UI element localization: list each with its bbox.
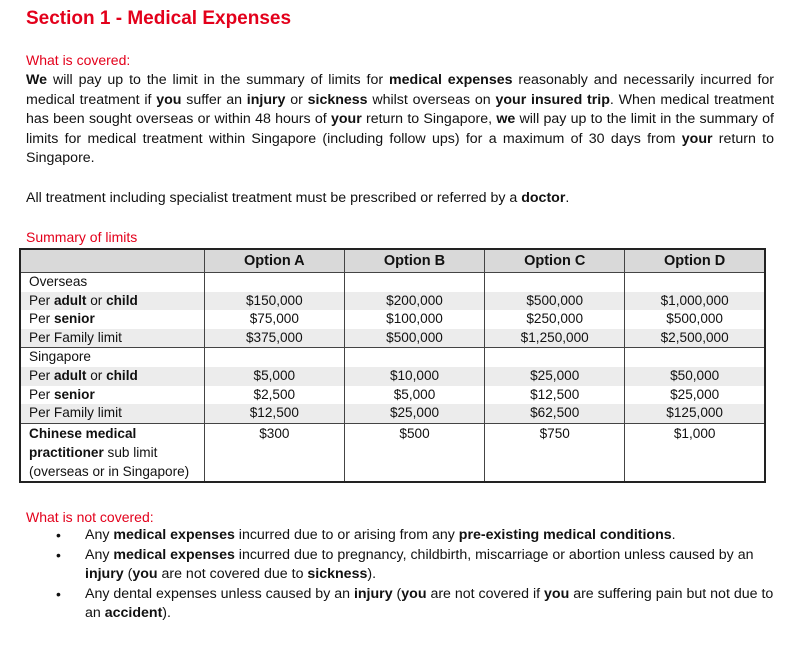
- column-header: [20, 249, 204, 273]
- row-label: [20, 292, 204, 311]
- text-run: Per Family limit: [29, 329, 122, 345]
- text-run: Singapore: [29, 349, 91, 365]
- table-row: [20, 273, 765, 292]
- limit-value: $5,000: [344, 386, 484, 405]
- bold-term: Chinese medical practitioner: [29, 425, 137, 460]
- row-label: [20, 329, 204, 348]
- list-item: [26, 546, 786, 585]
- column-header: Option B: [344, 249, 484, 273]
- bold-term: your insured trip: [495, 91, 610, 108]
- text-run: Per: [29, 292, 54, 308]
- table-body: [20, 273, 765, 482]
- limit-value: $50,000: [625, 367, 765, 386]
- list-item: [26, 585, 786, 624]
- limit-value: $75,000: [204, 310, 344, 329]
- row-label: [20, 310, 204, 329]
- text-run: Per Family limit: [29, 405, 122, 421]
- limit-value: $1,000: [625, 423, 765, 482]
- row-label: [20, 273, 204, 292]
- list-item: [26, 526, 786, 546]
- text-run: return to Singapore,: [361, 111, 497, 128]
- row-label: [20, 367, 204, 386]
- limit-value: [625, 348, 765, 367]
- text-run: or: [285, 91, 308, 108]
- limit-value: $2,500,000: [625, 329, 765, 348]
- bullet-icon: •: [56, 585, 61, 602]
- limit-value: $500,000: [485, 292, 625, 311]
- covered-paragraph: [26, 71, 774, 169]
- limit-value: $12,500: [204, 404, 344, 423]
- limit-value: $1,250,000: [485, 329, 625, 348]
- limit-value: $2,500: [204, 386, 344, 405]
- limit-value: $375,000: [204, 329, 344, 348]
- row-label: [20, 423, 204, 482]
- text-run: whilst overseas on: [367, 91, 496, 108]
- bold-term: sickness: [307, 566, 368, 583]
- bold-term: your: [681, 130, 713, 147]
- bullet-icon: •: [56, 527, 61, 543]
- text-run: Per: [29, 386, 54, 402]
- text-run: (: [392, 585, 402, 602]
- text-run: are not covered due to: [157, 566, 308, 583]
- text-run: (: [123, 566, 133, 583]
- column-header: Option D: [625, 249, 765, 273]
- text-run: Any: [85, 546, 114, 563]
- table-row: [20, 310, 765, 329]
- limit-value: $10,000: [344, 367, 484, 386]
- limit-value: $100,000: [344, 310, 484, 329]
- bold-term: adult: [53, 292, 87, 308]
- table-row: [20, 329, 765, 348]
- limit-value: $25,000: [485, 367, 625, 386]
- text-run: All treatment including specialist treatment must be prescribed or referred by a: [26, 190, 522, 206]
- bold-term: medical expenses: [113, 546, 235, 563]
- table-row: [20, 348, 765, 367]
- table-row: [20, 367, 765, 386]
- bold-term: injury: [353, 585, 393, 602]
- not-covered-list: [26, 526, 786, 624]
- summary-of-limits-heading: Summary of limits: [26, 229, 138, 245]
- bold-term: injury: [246, 91, 286, 108]
- bold-term: sickness: [307, 91, 368, 108]
- limit-value: $250,000: [485, 310, 625, 329]
- bold-term: We: [26, 72, 48, 88]
- bold-term: pre-existing medical conditions: [458, 527, 672, 543]
- table-row: [20, 292, 765, 311]
- bold-term: you: [401, 585, 427, 602]
- bold-term: senior: [53, 386, 95, 402]
- what-is-covered-heading: What is covered:: [26, 52, 131, 68]
- row-label: [20, 404, 204, 423]
- bold-term: you: [156, 91, 182, 108]
- text-run: .: [671, 527, 676, 543]
- bold-term: we: [496, 111, 516, 128]
- table-header-row: [20, 249, 765, 273]
- text-run: are suffering pain but not due to an: [85, 585, 774, 622]
- limit-value: [344, 348, 484, 367]
- section-title: Section 1 - Medical Expenses: [26, 8, 292, 29]
- column-header: Option C: [485, 249, 625, 273]
- limit-value: [485, 273, 625, 292]
- text-run: ).: [367, 566, 377, 583]
- text-run: sub limit (overseas or in Singapore): [29, 444, 190, 479]
- table-row: [20, 423, 765, 482]
- bold-term: child: [106, 292, 138, 308]
- text-run: reasonably and necessarily incurred for medical treatment if: [26, 72, 775, 108]
- column-header: Option A: [204, 249, 344, 273]
- bold-term: injury: [85, 566, 124, 583]
- bold-term: you: [544, 585, 570, 602]
- bold-term: child: [106, 367, 138, 383]
- limit-value: $25,000: [344, 404, 484, 423]
- table-row: [20, 404, 765, 423]
- text-run: . When medical treatment has been sought overseas or within 48 hours of: [26, 91, 775, 128]
- text-run: return to Singapore.: [26, 130, 774, 167]
- bold-term: you: [132, 566, 158, 583]
- limit-value: $125,000: [625, 404, 765, 423]
- limit-value: [344, 273, 484, 292]
- row-label: [20, 386, 204, 405]
- bold-term: medical expenses: [113, 527, 235, 543]
- limit-value: $300: [204, 423, 344, 482]
- bold-term: doctor: [521, 190, 566, 206]
- bullet-icon: •: [56, 546, 61, 563]
- summary-of-limits-table: [19, 248, 766, 483]
- table-row: [20, 386, 765, 405]
- limit-value: [204, 273, 344, 292]
- text-run: Per: [29, 311, 54, 327]
- text-run: suffer an: [181, 91, 247, 108]
- limit-value: [625, 273, 765, 292]
- limit-value: $500,000: [625, 310, 765, 329]
- limit-value: $500,000: [344, 329, 484, 348]
- text-run: Any: [85, 527, 114, 543]
- doctor-paragraph: [26, 189, 774, 209]
- limit-value: $150,000: [204, 292, 344, 311]
- text-run: will pay up to the limit in the summary of limits for medical treatment within Singapore (including follow ups) for a maximum of 30 days from: [26, 111, 774, 147]
- bold-term: adult: [53, 367, 87, 383]
- text-run: ).: [162, 605, 171, 622]
- bold-term: senior: [53, 311, 95, 327]
- text-run: .: [565, 190, 570, 206]
- limit-value: $12,500: [485, 386, 625, 405]
- limit-value: $750: [485, 423, 625, 482]
- row-label: [20, 348, 204, 367]
- text-run: incurred due to pregnancy, childbirth, miscarriage or abortion unless caused by an: [234, 546, 754, 563]
- limit-value: $200,000: [344, 292, 484, 311]
- bold-term: accident: [104, 605, 163, 622]
- text-run: or: [86, 367, 107, 383]
- limit-value: [485, 348, 625, 367]
- limit-value: $1,000,000: [625, 292, 765, 311]
- limit-value: [204, 348, 344, 367]
- text-run: Overseas: [29, 274, 88, 289]
- text-run: are not covered if: [426, 585, 545, 602]
- text-run: will pay up to the limit in the summary of limits for: [47, 72, 390, 88]
- limit-value: $62,500: [485, 404, 625, 423]
- limit-value: $5,000: [204, 367, 344, 386]
- bold-term: your: [330, 111, 362, 128]
- bold-term: medical expenses: [389, 72, 513, 88]
- text-run: Per: [29, 367, 54, 383]
- what-is-not-covered-heading: What is not covered:: [26, 509, 154, 525]
- text-run: Any dental expenses unless caused by an: [85, 585, 354, 602]
- limit-value: $25,000: [625, 386, 765, 405]
- text-run: incurred due to or arising from any: [234, 527, 459, 543]
- text-run: or: [86, 292, 107, 308]
- limit-value: $500: [344, 423, 484, 482]
